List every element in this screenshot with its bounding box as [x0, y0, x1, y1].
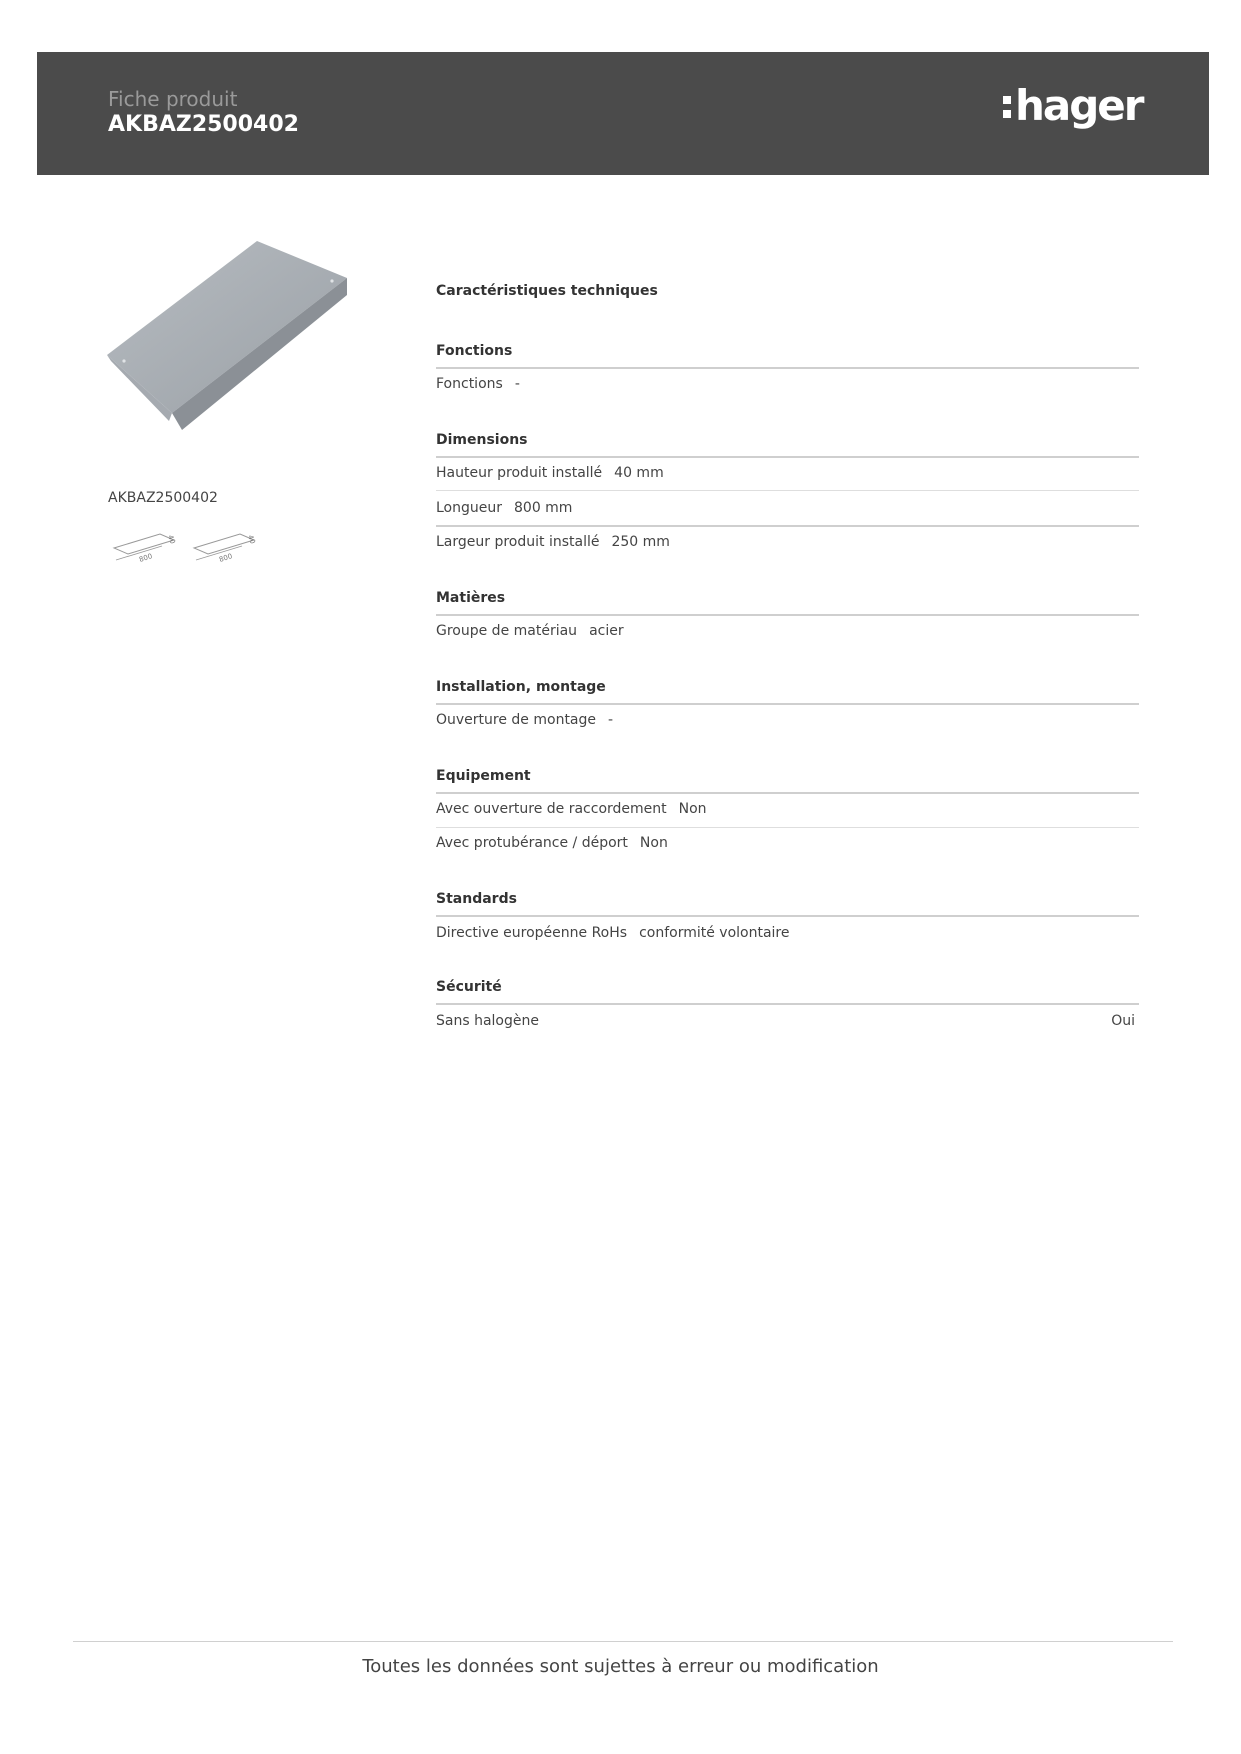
spec-label: Avec ouverture de raccordement — [436, 801, 667, 817]
section-title: Fonctions — [436, 343, 513, 359]
spec-row — [436, 376, 1139, 392]
spec-value: Non — [678, 801, 707, 817]
brand-name: hager — [1015, 81, 1143, 130]
spec-label: Ouverture de montage — [436, 712, 597, 728]
svg-text:800: 800 — [138, 552, 154, 564]
spec-row — [436, 500, 1139, 516]
hager-logo — [999, 76, 1179, 140]
section-title: Sécurité — [436, 979, 502, 995]
spec-value: 40 mm — [614, 465, 664, 481]
section-title: Standards — [436, 891, 517, 907]
section-title: Matières — [436, 590, 506, 606]
row-divider — [436, 490, 1139, 491]
header-banner — [37, 52, 1209, 175]
section-divider — [436, 915, 1139, 917]
spec-row — [436, 925, 1139, 941]
product-reference-title: AKBAZ2500402 — [108, 112, 299, 137]
spec-value: - — [608, 712, 614, 728]
section-title: Equipement — [436, 768, 531, 784]
spec-label: Longueur — [436, 500, 502, 516]
spec-value: Oui — [1111, 1013, 1135, 1029]
spec-label: Directive européenne RoHs — [436, 925, 628, 941]
spec-value: conformité volontaire — [639, 925, 790, 941]
sheet-label: Fiche produit — [108, 87, 238, 111]
svg-text:800: 800 — [218, 552, 234, 564]
section-divider — [436, 792, 1139, 794]
spec-value: Non — [639, 835, 668, 851]
product-reference: AKBAZ2500402 — [108, 490, 218, 506]
svg-text:40: 40 — [166, 533, 177, 546]
spec-value: - — [514, 376, 520, 392]
footer-disclaimer: Toutes les données sont sujettes à erreur ou modification — [362, 1656, 879, 1677]
spec-row — [436, 801, 1139, 817]
section-title: Installation, montage — [436, 679, 606, 695]
spec-row — [436, 465, 1139, 481]
section-title: Dimensions — [436, 432, 528, 448]
section-divider — [436, 614, 1139, 616]
spec-value: 250 mm — [611, 534, 670, 550]
spec-row — [436, 623, 1139, 639]
spec-label: Groupe de matériau — [436, 623, 578, 639]
spec-row — [436, 1013, 1139, 1029]
spec-value: 800 mm — [514, 500, 573, 516]
row-divider — [436, 827, 1139, 828]
spec-value: acier — [589, 623, 624, 639]
svg-text:40: 40 — [246, 533, 257, 546]
spec-label: Fonctions — [436, 376, 503, 392]
section-divider — [436, 456, 1139, 458]
section-divider — [436, 1003, 1139, 1005]
section-divider — [436, 367, 1139, 369]
spec-row — [436, 534, 1139, 550]
section-divider — [436, 703, 1139, 705]
dimension-drawing-thumbnail — [190, 526, 262, 572]
spec-row — [436, 712, 1139, 728]
spec-row — [436, 835, 1139, 851]
spec-label: Avec protubérance / déport — [436, 835, 628, 851]
spec-label: Hauteur produit installé — [436, 465, 603, 481]
footer-divider — [73, 1641, 1173, 1642]
dimension-drawing-thumbnail — [110, 526, 182, 572]
spec-label: Largeur produit installé — [436, 534, 600, 550]
product-image — [107, 233, 353, 433]
spec-label: Sans halogène — [436, 1013, 539, 1029]
specs-heading: Caractéristiques techniques — [436, 283, 658, 299]
row-divider — [436, 525, 1139, 527]
